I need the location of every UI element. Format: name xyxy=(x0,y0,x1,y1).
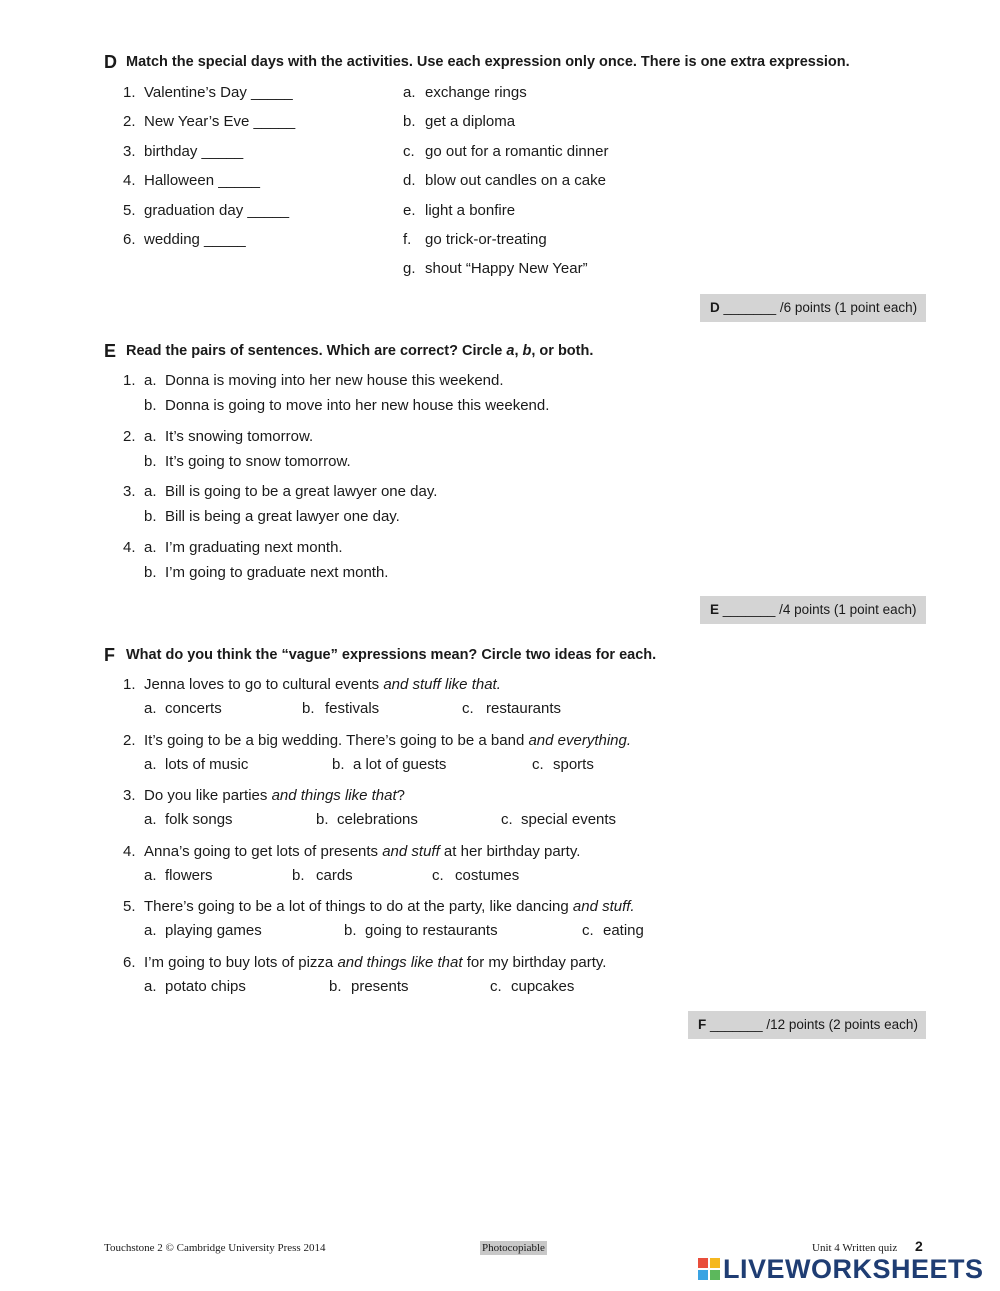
vague-expression: and everything. xyxy=(528,731,632,749)
option-a-label[interactable]: a. xyxy=(144,755,157,773)
section-f-letter: F xyxy=(104,645,115,665)
match-item-number: 1. xyxy=(123,84,136,101)
score-label: D xyxy=(710,300,720,315)
pair-number: 1. xyxy=(123,372,136,389)
match-option-text: shout “Happy New Year” xyxy=(425,260,588,278)
match-option-letter: g. xyxy=(403,260,416,278)
match-item-text: New Year’s Eve _____ xyxy=(144,113,296,131)
question-number: 2. xyxy=(123,731,136,749)
match-option-letter: d. xyxy=(403,172,416,190)
option-a-label[interactable]: a. xyxy=(144,811,157,829)
match-item-number: 5. xyxy=(123,201,136,219)
match-item-number: 3. xyxy=(123,142,136,160)
question-number: 3. xyxy=(123,787,136,805)
match-option-letter: c. xyxy=(403,142,415,160)
section-d-instruction: Match the special days with the activities. Use each expression only once. There is one extra expression. xyxy=(126,54,850,70)
option-b-text[interactable]: going to restaurants xyxy=(365,922,498,940)
match-option-text: get a diploma xyxy=(425,113,516,131)
option-b-label[interactable]: b. xyxy=(344,922,357,940)
option-c-text[interactable]: special events xyxy=(521,811,617,829)
pair-number: 2. xyxy=(123,427,136,445)
option-a-text[interactable]: playing games xyxy=(165,922,262,940)
option-c-label[interactable]: c. xyxy=(462,700,474,717)
choice-a-label[interactable]: a. xyxy=(144,538,157,556)
footer-page-number: 2 xyxy=(915,1238,923,1254)
question-text: Anna’s going to get lots of presents xyxy=(144,842,383,860)
instr-comma: , xyxy=(514,343,523,359)
match-option-letter: b. xyxy=(403,113,416,131)
match-option-text: blow out candles on a cake xyxy=(425,172,606,190)
score-blank[interactable]: _______ xyxy=(723,300,777,315)
section-f-instruction: What do you think the “vague” expressions mean? Circle two ideas for each. xyxy=(126,647,657,663)
match-option-text: go trick-or-treating xyxy=(425,231,547,248)
question-sentence xyxy=(144,676,501,693)
match-option-text: exchange rings xyxy=(425,84,527,101)
instr-post: , or both. xyxy=(531,343,594,359)
choice-b-sentence[interactable]: I’m going to graduate next month. xyxy=(165,563,389,581)
question-number: 1. xyxy=(123,676,136,693)
question-number: 6. xyxy=(123,954,136,971)
question-text: I’m going to buy lots of pizza xyxy=(144,954,338,971)
section-d-score xyxy=(700,294,926,322)
option-b-text[interactable]: presents xyxy=(351,978,409,995)
match-option-letter: f. xyxy=(403,231,412,248)
option-b-label[interactable]: b. xyxy=(292,866,305,884)
option-a-label[interactable]: a. xyxy=(144,922,157,940)
choice-a-sentence[interactable]: Bill is going to be a great lawyer one day. xyxy=(165,483,438,500)
section-e-instruction xyxy=(126,343,593,359)
option-c-text[interactable]: eating xyxy=(603,922,644,940)
option-c-label[interactable]: c. xyxy=(432,866,444,884)
question-sentence xyxy=(144,843,580,860)
option-c-text[interactable]: cupcakes xyxy=(511,978,575,995)
choice-b-label[interactable]: b. xyxy=(144,452,157,470)
option-b-label[interactable]: b. xyxy=(329,978,342,995)
choice-a-label[interactable]: a. xyxy=(144,427,157,445)
option-b-label[interactable]: b. xyxy=(316,811,329,829)
option-b-text[interactable]: cards xyxy=(316,866,353,884)
choice-b-label[interactable]: b. xyxy=(144,563,157,581)
option-c-text[interactable]: sports xyxy=(553,755,594,773)
score-points: /6 points (1 point each) xyxy=(779,300,918,315)
match-item-text: wedding _____ xyxy=(144,231,246,248)
question-text-end: at her birthday party. xyxy=(439,842,581,860)
score-points: /12 points (2 points each) xyxy=(766,1017,918,1032)
option-a-text[interactable]: concerts xyxy=(165,700,222,717)
choice-a-sentence[interactable]: Donna is moving into her new house this weekend. xyxy=(165,372,504,389)
question-text: It’s going to be a big wedding. There’s going to be a band xyxy=(144,731,529,749)
option-b-text[interactable]: a lot of guests xyxy=(353,755,447,773)
option-b-text[interactable]: celebrations xyxy=(337,811,418,829)
choice-a-label[interactable]: a. xyxy=(144,483,157,500)
option-a-text[interactable]: potato chips xyxy=(165,978,246,995)
instr-b: b xyxy=(522,343,532,359)
vague-expression: and things like that xyxy=(337,954,463,971)
score-label: F xyxy=(698,1017,707,1032)
vague-expression: and stuff xyxy=(382,842,440,860)
match-item-number: 6. xyxy=(123,231,136,248)
vague-expression: and things like that xyxy=(271,787,397,805)
match-item-number: 4. xyxy=(123,172,136,190)
pair-number: 3. xyxy=(123,483,136,500)
match-option-letter: a. xyxy=(403,84,416,101)
question-text: Do you like parties xyxy=(144,787,272,805)
choice-b-label[interactable]: b. xyxy=(144,397,157,414)
option-a-text[interactable]: lots of music xyxy=(165,755,249,773)
choice-b-sentence[interactable]: It’s going to snow tomorrow. xyxy=(165,452,351,470)
question-number: 5. xyxy=(123,898,136,916)
option-c-label[interactable]: c. xyxy=(490,978,502,995)
match-item-text: graduation day _____ xyxy=(144,201,290,219)
choice-a-label[interactable]: a. xyxy=(144,372,157,389)
question-text: There’s going to be a lot of things to do at the party, like dancing xyxy=(144,898,573,916)
logo-text: LIVEWORKSHEETS xyxy=(723,1254,984,1284)
option-a-label[interactable]: a. xyxy=(144,978,157,995)
option-c-label[interactable]: c. xyxy=(582,922,594,940)
option-b-text[interactable]: festivals xyxy=(325,700,380,717)
section-e-letter: E xyxy=(104,341,117,361)
score-blank[interactable]: _______ xyxy=(710,1017,763,1032)
liveworksheets-logo xyxy=(698,1254,984,1285)
section-e-score xyxy=(700,596,926,624)
instr-a: a xyxy=(506,343,515,359)
question-text-end: for my birthday party. xyxy=(462,954,607,971)
choice-a-sentence[interactable]: It’s snowing tomorrow. xyxy=(165,427,314,445)
match-option-text: go out for a romantic dinner xyxy=(425,142,609,160)
section-f-score xyxy=(688,1011,926,1039)
question-sentence xyxy=(144,954,606,971)
instr-text: Read the pairs of sentences. Which are correct? Circle xyxy=(126,343,507,359)
option-b-label[interactable]: b. xyxy=(332,755,345,773)
match-item-number: 2. xyxy=(123,113,136,131)
vague-expression: and stuff like that. xyxy=(383,676,501,693)
option-c-label[interactable]: c. xyxy=(501,811,513,829)
section-d-letter: D xyxy=(104,52,117,72)
score-blank[interactable]: _______ xyxy=(722,602,776,617)
question-text: Jenna loves to go to cultural events xyxy=(144,676,384,693)
footer-quiz-title: Unit 4 Written quiz xyxy=(812,1242,898,1254)
option-c-text[interactable]: costumes xyxy=(455,866,520,884)
question-sentence xyxy=(144,787,405,804)
option-c-label[interactable]: c. xyxy=(532,755,544,773)
match-option-text: light a bonfire xyxy=(425,201,516,219)
option-a-label[interactable]: a. xyxy=(144,866,157,884)
match-item-text: birthday _____ xyxy=(144,142,244,160)
option-a-text[interactable]: folk songs xyxy=(165,811,233,829)
choice-b-sentence[interactable]: Bill is being a great lawyer one day. xyxy=(165,508,400,525)
option-a-label[interactable]: a. xyxy=(144,700,157,717)
footer-copyright: Touchstone 2 © Cambridge University Press 2014 xyxy=(104,1242,326,1254)
option-b-label[interactable]: b. xyxy=(302,700,315,717)
score-label: E xyxy=(710,602,720,617)
choice-a-sentence[interactable]: I’m graduating next month. xyxy=(165,538,343,556)
question-text-end: ? xyxy=(396,787,405,805)
score-points: /4 points (1 point each) xyxy=(779,602,917,617)
liveworksheets-logo-icon xyxy=(698,1258,720,1280)
option-a-text[interactable]: flowers xyxy=(165,866,213,884)
choice-b-sentence[interactable]: Donna is going to move into her new house this weekend. xyxy=(165,397,550,414)
option-c-text[interactable]: restaurants xyxy=(486,700,562,717)
vague-expression: and stuff. xyxy=(572,898,635,916)
question-sentence xyxy=(144,898,635,915)
question-number: 4. xyxy=(123,842,136,860)
question-sentence xyxy=(144,732,631,749)
footer-photocopiable: Photocopiable xyxy=(482,1242,545,1254)
match-item-text: Halloween _____ xyxy=(144,172,260,190)
pair-number: 4. xyxy=(123,538,136,556)
match-option-letter: e. xyxy=(403,201,416,219)
match-item-text: Valentine’s Day _____ xyxy=(144,84,293,101)
choice-b-label[interactable]: b. xyxy=(144,508,157,525)
